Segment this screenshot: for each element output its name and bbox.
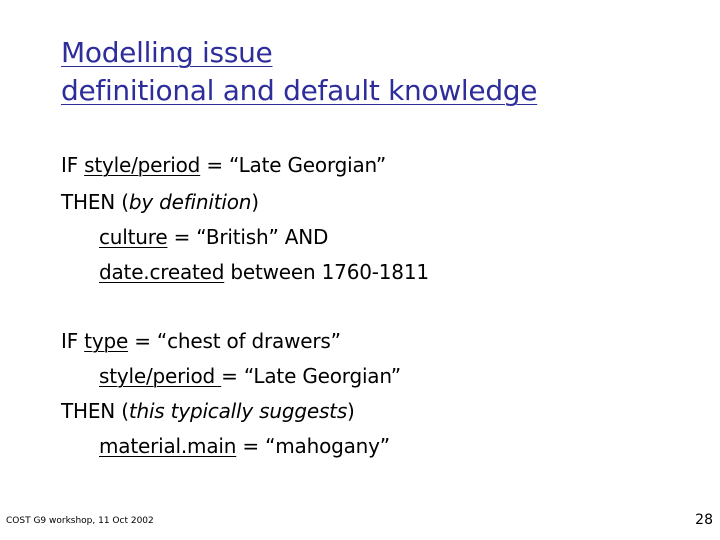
- attribute-culture: culture: [99, 225, 168, 249]
- rule1-then-line: [61, 190, 259, 214]
- attribute-date-created: date.created: [99, 260, 225, 284]
- then-close: ): [251, 190, 259, 214]
- page-number: 28: [695, 512, 713, 528]
- slide-title: [61, 34, 537, 110]
- attribute-type: type: [84, 329, 129, 353]
- consequence-value: between 1760-1811: [224, 260, 429, 284]
- rule2-then-line: [61, 399, 355, 423]
- title-line-1: Modelling issue: [61, 36, 273, 69]
- if-keyword: IF: [61, 153, 85, 177]
- footer-text: COST G9 workshop, 11 Oct 2002: [6, 516, 154, 526]
- rule2-if-line: [61, 329, 341, 353]
- rule2-condition-2: [99, 364, 401, 388]
- if-keyword: IF: [61, 329, 85, 353]
- attribute-style-period: style/period: [99, 364, 222, 388]
- rule1-if-line: [61, 153, 386, 177]
- rule1-consequence-1: [99, 225, 328, 249]
- consequence-value: = “mahogany”: [236, 434, 390, 458]
- rule2-consequence-1: [99, 434, 390, 458]
- then-note: this typically suggests: [128, 399, 348, 423]
- rule1-consequence-2: [99, 260, 429, 284]
- title-line-2: definitional and default knowledge: [61, 74, 538, 107]
- condition-value: = “Late Georgian”: [200, 153, 387, 177]
- consequence-value: = “British” AND: [167, 225, 329, 249]
- attribute-material-main: material.main: [99, 434, 237, 458]
- condition-value: = “chest of drawers”: [128, 329, 341, 353]
- condition-value: = “Late Georgian”: [221, 364, 401, 388]
- then-close: ): [347, 399, 355, 423]
- then-note: by definition: [128, 190, 252, 214]
- then-keyword: THEN (: [61, 190, 129, 214]
- then-keyword: THEN (: [61, 399, 129, 423]
- attribute-style-period: style/period: [84, 153, 201, 177]
